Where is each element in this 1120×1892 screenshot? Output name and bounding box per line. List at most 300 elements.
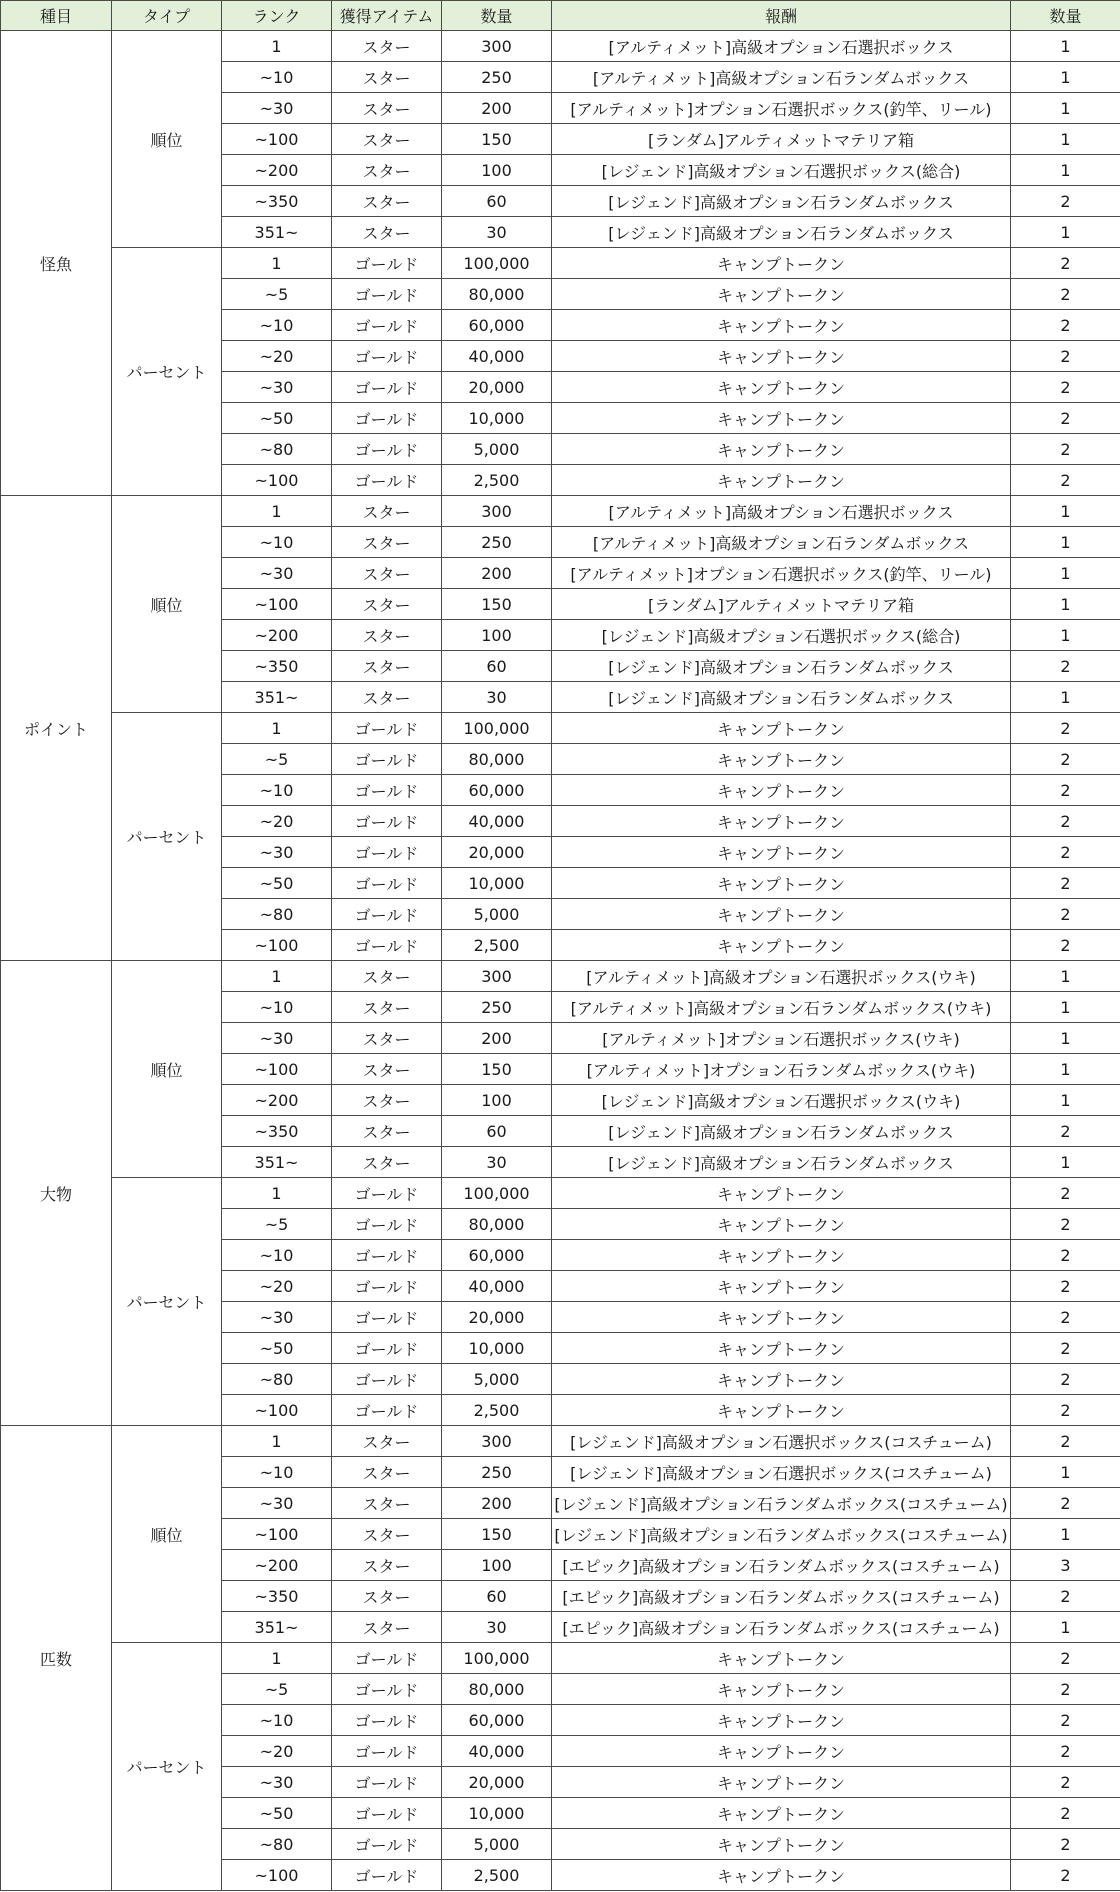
type-cell: 順位 — [112, 31, 222, 248]
reward-cell: [レジェンド]高級オプション石ランダムボックス — [552, 1116, 1011, 1147]
amount-cell: 20,000 — [442, 372, 552, 403]
rank-cell: ~100 — [222, 589, 332, 620]
reward-cell: キャンプトークン — [552, 1860, 1011, 1891]
item-cell: ゴールド — [332, 775, 442, 806]
reward-qty-cell: 2 — [1011, 1271, 1120, 1302]
rank-cell: ~80 — [222, 899, 332, 930]
reward-cell: キャンプトークン — [552, 1798, 1011, 1829]
amount-cell: 5,000 — [442, 434, 552, 465]
reward-qty-cell: 1 — [1011, 682, 1120, 713]
amount-cell: 150 — [442, 589, 552, 620]
reward-cell: [レジェンド]高級オプション石ランダムボックス — [552, 1147, 1011, 1178]
amount-cell: 80,000 — [442, 744, 552, 775]
reward-cell: [レジェンド]高級オプション石ランダムボックス — [552, 186, 1011, 217]
item-cell: ゴールド — [332, 1209, 442, 1240]
amount-cell: 250 — [442, 62, 552, 93]
reward-cell: キャンプトークン — [552, 1302, 1011, 1333]
reward-qty-cell: 2 — [1011, 1829, 1120, 1860]
table-row — [1, 1178, 1120, 1209]
amount-cell: 300 — [442, 496, 552, 527]
item-cell: スター — [332, 1612, 442, 1643]
reward-qty-cell: 1 — [1011, 1147, 1120, 1178]
amount-cell: 20,000 — [442, 837, 552, 868]
item-cell: スター — [332, 31, 442, 62]
table-row — [1, 1426, 1120, 1457]
reward-qty-cell: 2 — [1011, 1581, 1120, 1612]
rank-cell: ~30 — [222, 1767, 332, 1798]
item-cell: ゴールド — [332, 1178, 442, 1209]
rank-cell: 1 — [222, 961, 332, 992]
reward-qty-cell: 1 — [1011, 62, 1120, 93]
rank-cell: ~30 — [222, 1023, 332, 1054]
rank-cell: ~10 — [222, 1705, 332, 1736]
amount-cell: 100 — [442, 1550, 552, 1581]
rank-cell: ~10 — [222, 62, 332, 93]
amount-cell: 2,500 — [442, 465, 552, 496]
amount-cell: 30 — [442, 1612, 552, 1643]
rank-cell: 1 — [222, 713, 332, 744]
reward-cell: [アルティメット]高級オプション石ランダムボックス — [552, 62, 1011, 93]
reward-cell: [アルティメット]高級オプション石選択ボックス(ウキ) — [552, 961, 1011, 992]
table-row — [1, 496, 1120, 527]
reward-cell: キャンプトークン — [552, 899, 1011, 930]
reward-qty-cell: 2 — [1011, 465, 1120, 496]
reward-qty-cell: 2 — [1011, 744, 1120, 775]
reward-qty-cell: 1 — [1011, 589, 1120, 620]
rank-cell: 1 — [222, 1643, 332, 1674]
item-cell: スター — [332, 558, 442, 589]
amount-cell: 150 — [442, 124, 552, 155]
rank-cell: ~30 — [222, 1302, 332, 1333]
reward-qty-cell: 2 — [1011, 651, 1120, 682]
item-cell: ゴールド — [332, 1643, 442, 1674]
reward-cell: [アルティメット]高級オプション石ランダムボックス — [552, 527, 1011, 558]
rank-cell: ~350 — [222, 1581, 332, 1612]
rank-cell: ~30 — [222, 372, 332, 403]
reward-qty-cell: 1 — [1011, 1085, 1120, 1116]
rank-cell: ~200 — [222, 620, 332, 651]
item-cell: ゴールド — [332, 279, 442, 310]
item-cell: スター — [332, 217, 442, 248]
amount-cell: 150 — [442, 1519, 552, 1550]
reward-qty-cell: 2 — [1011, 403, 1120, 434]
rank-cell: ~350 — [222, 1116, 332, 1147]
reward-qty-cell: 2 — [1011, 1426, 1120, 1457]
amount-cell: 40,000 — [442, 1271, 552, 1302]
item-cell: ゴールド — [332, 1395, 442, 1426]
item-cell: スター — [332, 1147, 442, 1178]
amount-cell: 300 — [442, 31, 552, 62]
category-cell: ポイント — [1, 496, 112, 961]
type-cell: 順位 — [112, 496, 222, 713]
rank-cell: ~30 — [222, 837, 332, 868]
item-cell: ゴールド — [332, 1240, 442, 1271]
table-body — [1, 31, 1120, 1891]
amount-cell: 200 — [442, 1488, 552, 1519]
rank-cell: 1 — [222, 31, 332, 62]
amount-cell: 100,000 — [442, 1643, 552, 1674]
amount-cell: 100 — [442, 1085, 552, 1116]
rank-cell: ~100 — [222, 1395, 332, 1426]
amount-cell: 200 — [442, 558, 552, 589]
amount-cell: 2,500 — [442, 1860, 552, 1891]
item-cell: スター — [332, 682, 442, 713]
rank-cell: ~200 — [222, 155, 332, 186]
reward-qty-cell: 2 — [1011, 1736, 1120, 1767]
rank-cell: 351~ — [222, 217, 332, 248]
rank-cell: ~350 — [222, 651, 332, 682]
reward-cell: [エピック]高級オプション石ランダムボックス(コスチューム) — [552, 1612, 1011, 1643]
amount-cell: 150 — [442, 1054, 552, 1085]
rank-cell: ~50 — [222, 868, 332, 899]
type-cell: パーセント — [112, 248, 222, 496]
reward-qty-cell: 1 — [1011, 961, 1120, 992]
reward-qty-cell: 2 — [1011, 1395, 1120, 1426]
amount-cell: 30 — [442, 682, 552, 713]
reward-cell: キャンプトークン — [552, 434, 1011, 465]
item-cell: ゴールド — [332, 930, 442, 961]
amount-cell: 2,500 — [442, 1395, 552, 1426]
item-cell: スター — [332, 527, 442, 558]
header-reward-qty: 数量 — [1011, 1, 1120, 31]
reward-cell: キャンプトークン — [552, 837, 1011, 868]
item-cell: スター — [332, 155, 442, 186]
rank-cell: 1 — [222, 496, 332, 527]
item-cell: ゴールド — [332, 372, 442, 403]
reward-qty-cell: 2 — [1011, 775, 1120, 806]
reward-cell: [レジェンド]高級オプション石ランダムボックス(コスチューム) — [552, 1488, 1011, 1519]
reward-cell: キャンプトークン — [552, 1829, 1011, 1860]
rank-cell: ~50 — [222, 1333, 332, 1364]
amount-cell: 200 — [442, 1023, 552, 1054]
rank-cell: 351~ — [222, 682, 332, 713]
reward-cell: キャンプトークン — [552, 372, 1011, 403]
rank-cell: ~30 — [222, 558, 332, 589]
reward-qty-cell: 2 — [1011, 1488, 1120, 1519]
reward-cell: [アルティメット]オプション石ランダムボックス(ウキ) — [552, 1054, 1011, 1085]
item-cell: ゴールド — [332, 1798, 442, 1829]
reward-cell: キャンプトークン — [552, 775, 1011, 806]
amount-cell: 250 — [442, 527, 552, 558]
reward-cell: キャンプトークン — [552, 744, 1011, 775]
reward-qty-cell: 1 — [1011, 124, 1120, 155]
amount-cell: 300 — [442, 1426, 552, 1457]
reward-qty-cell: 2 — [1011, 806, 1120, 837]
amount-cell: 40,000 — [442, 806, 552, 837]
reward-qty-cell: 1 — [1011, 1519, 1120, 1550]
rank-cell: ~20 — [222, 1271, 332, 1302]
reward-cell: キャンプトークン — [552, 248, 1011, 279]
item-cell: スター — [332, 1519, 442, 1550]
rank-cell: ~100 — [222, 1519, 332, 1550]
amount-cell: 60,000 — [442, 1240, 552, 1271]
amount-cell: 100,000 — [442, 248, 552, 279]
rank-cell: ~10 — [222, 775, 332, 806]
reward-qty-cell: 1 — [1011, 1023, 1120, 1054]
reward-cell: [ランダム]アルティメットマテリア箱 — [552, 124, 1011, 155]
amount-cell: 2,500 — [442, 930, 552, 961]
reward-cell: キャンプトークン — [552, 341, 1011, 372]
amount-cell: 300 — [442, 961, 552, 992]
reward-qty-cell: 1 — [1011, 1612, 1120, 1643]
rank-cell: 1 — [222, 1426, 332, 1457]
item-cell: ゴールド — [332, 1767, 442, 1798]
reward-qty-cell: 2 — [1011, 279, 1120, 310]
reward-qty-cell: 1 — [1011, 558, 1120, 589]
reward-qty-cell: 1 — [1011, 217, 1120, 248]
reward-cell: キャンプトークン — [552, 1674, 1011, 1705]
amount-cell: 100 — [442, 620, 552, 651]
reward-cell: キャンプトークン — [552, 930, 1011, 961]
header-rank: ランク — [222, 1, 332, 31]
reward-cell: キャンプトークン — [552, 1209, 1011, 1240]
item-cell: スター — [332, 651, 442, 682]
rank-cell: ~80 — [222, 1829, 332, 1860]
rank-cell: ~30 — [222, 1488, 332, 1519]
amount-cell: 60 — [442, 1581, 552, 1612]
item-cell: スター — [332, 1023, 442, 1054]
rank-cell: ~10 — [222, 1240, 332, 1271]
rank-cell: 351~ — [222, 1612, 332, 1643]
header-amount: 数量 — [442, 1, 552, 31]
amount-cell: 80,000 — [442, 1674, 552, 1705]
reward-qty-cell: 2 — [1011, 1302, 1120, 1333]
reward-cell: キャンプトークン — [552, 1705, 1011, 1736]
item-cell: スター — [332, 1581, 442, 1612]
reward-qty-cell: 1 — [1011, 992, 1120, 1023]
reward-qty-cell: 2 — [1011, 1116, 1120, 1147]
reward-cell: [レジェンド]高級オプション石ランダムボックス — [552, 682, 1011, 713]
reward-cell: キャンプトークン — [552, 1767, 1011, 1798]
item-cell: ゴールド — [332, 248, 442, 279]
reward-cell: キャンプトークン — [552, 806, 1011, 837]
amount-cell: 250 — [442, 1457, 552, 1488]
rank-cell: 351~ — [222, 1147, 332, 1178]
reward-qty-cell: 2 — [1011, 341, 1120, 372]
amount-cell: 200 — [442, 93, 552, 124]
rank-cell: ~100 — [222, 930, 332, 961]
reward-cell: [レジェンド]高級オプション石選択ボックス(ウキ) — [552, 1085, 1011, 1116]
reward-cell: [レジェンド]高級オプション石ランダムボックス — [552, 651, 1011, 682]
item-cell: スター — [332, 1457, 442, 1488]
rank-cell: ~100 — [222, 1860, 332, 1891]
reward-cell: [レジェンド]高級オプション石選択ボックス(コスチューム) — [552, 1457, 1011, 1488]
amount-cell: 80,000 — [442, 279, 552, 310]
amount-cell: 60,000 — [442, 310, 552, 341]
item-cell: スター — [332, 496, 442, 527]
reward-qty-cell: 2 — [1011, 310, 1120, 341]
item-cell: スター — [332, 961, 442, 992]
amount-cell: 250 — [442, 992, 552, 1023]
reward-cell: キャンプトークン — [552, 1333, 1011, 1364]
rank-cell: ~100 — [222, 1054, 332, 1085]
reward-qty-cell: 2 — [1011, 434, 1120, 465]
item-cell: ゴールド — [332, 403, 442, 434]
reward-cell: [アルティメット]高級オプション石選択ボックス — [552, 31, 1011, 62]
reward-cell: [レジェンド]高級オプション石ランダムボックス(コスチューム) — [552, 1519, 1011, 1550]
reward-qty-cell: 2 — [1011, 1333, 1120, 1364]
reward-qty-cell: 2 — [1011, 837, 1120, 868]
amount-cell: 60 — [442, 651, 552, 682]
reward-qty-cell: 1 — [1011, 1054, 1120, 1085]
item-cell: ゴールド — [332, 744, 442, 775]
rank-cell: ~100 — [222, 465, 332, 496]
rank-cell: ~5 — [222, 279, 332, 310]
reward-qty-cell: 1 — [1011, 620, 1120, 651]
item-cell: ゴールド — [332, 341, 442, 372]
amount-cell: 100,000 — [442, 713, 552, 744]
rank-cell: ~20 — [222, 1736, 332, 1767]
reward-cell: [アルティメット]オプション石選択ボックス(釣竿、リール) — [552, 93, 1011, 124]
amount-cell: 60,000 — [442, 775, 552, 806]
reward-cell: [エピック]高級オプション石ランダムボックス(コスチューム) — [552, 1550, 1011, 1581]
reward-cell: キャンプトークン — [552, 1395, 1011, 1426]
item-cell: ゴールド — [332, 1829, 442, 1860]
item-cell: スター — [332, 992, 442, 1023]
item-cell: スター — [332, 93, 442, 124]
header-category: 種目 — [1, 1, 112, 31]
item-cell: ゴールド — [332, 806, 442, 837]
amount-cell: 80,000 — [442, 1209, 552, 1240]
rank-cell: ~20 — [222, 341, 332, 372]
reward-cell: キャンプトークン — [552, 465, 1011, 496]
reward-qty-cell: 1 — [1011, 1457, 1120, 1488]
reward-cell: キャンプトークン — [552, 1240, 1011, 1271]
reward-qty-cell: 2 — [1011, 372, 1120, 403]
item-cell: スター — [332, 1426, 442, 1457]
reward-qty-cell: 2 — [1011, 1178, 1120, 1209]
rank-cell: ~80 — [222, 1364, 332, 1395]
reward-cell: キャンプトークン — [552, 1271, 1011, 1302]
reward-cell: キャンプトークン — [552, 1364, 1011, 1395]
item-cell: スター — [332, 124, 442, 155]
rank-cell: ~200 — [222, 1085, 332, 1116]
item-cell: ゴールド — [332, 837, 442, 868]
item-cell: ゴールド — [332, 1674, 442, 1705]
category-cell: 匹数 — [1, 1426, 112, 1891]
rank-cell: ~10 — [222, 1457, 332, 1488]
reward-qty-cell: 2 — [1011, 868, 1120, 899]
reward-cell: キャンプトークン — [552, 1643, 1011, 1674]
table-row — [1, 31, 1120, 62]
rank-cell: ~50 — [222, 403, 332, 434]
amount-cell: 30 — [442, 217, 552, 248]
type-cell: 順位 — [112, 1426, 222, 1643]
amount-cell: 100 — [442, 155, 552, 186]
reward-qty-cell: 1 — [1011, 31, 1120, 62]
reward-qty-cell: 2 — [1011, 1240, 1120, 1271]
category-cell: 怪魚 — [1, 31, 112, 496]
item-cell: ゴールド — [332, 1736, 442, 1767]
rank-cell: ~30 — [222, 93, 332, 124]
amount-cell: 30 — [442, 1147, 552, 1178]
item-cell: ゴールド — [332, 1364, 442, 1395]
amount-cell: 10,000 — [442, 403, 552, 434]
reward-qty-cell: 1 — [1011, 93, 1120, 124]
item-cell: スター — [332, 1054, 442, 1085]
reward-qty-cell: 2 — [1011, 186, 1120, 217]
amount-cell: 5,000 — [442, 899, 552, 930]
table-row — [1, 248, 1120, 279]
rank-cell: ~5 — [222, 744, 332, 775]
reward-cell: [レジェンド]高級オプション石選択ボックス(コスチューム) — [552, 1426, 1011, 1457]
item-cell: スター — [332, 186, 442, 217]
item-cell: ゴールド — [332, 899, 442, 930]
amount-cell: 20,000 — [442, 1767, 552, 1798]
reward-cell: [アルティメット]高級オプション石選択ボックス — [552, 496, 1011, 527]
reward-cell: キャンプトークン — [552, 868, 1011, 899]
rank-cell: ~50 — [222, 1798, 332, 1829]
item-cell: ゴールド — [332, 1333, 442, 1364]
reward-cell: キャンプトークン — [552, 310, 1011, 341]
reward-qty-cell: 2 — [1011, 1643, 1120, 1674]
reward-cell: [アルティメット]オプション石選択ボックス(釣竿、リール) — [552, 558, 1011, 589]
amount-cell: 20,000 — [442, 1302, 552, 1333]
rank-cell: ~5 — [222, 1209, 332, 1240]
rank-cell: ~5 — [222, 1674, 332, 1705]
item-cell: スター — [332, 620, 442, 651]
reward-qty-cell: 2 — [1011, 1674, 1120, 1705]
reward-cell: [レジェンド]高級オプション石選択ボックス(総合) — [552, 155, 1011, 186]
rank-cell: 1 — [222, 248, 332, 279]
type-cell: パーセント — [112, 713, 222, 961]
item-cell: ゴールド — [332, 713, 442, 744]
table-row — [1, 961, 1120, 992]
reward-qty-cell: 2 — [1011, 899, 1120, 930]
rank-cell: ~80 — [222, 434, 332, 465]
reward-qty-cell: 2 — [1011, 1209, 1120, 1240]
reward-qty-cell: 2 — [1011, 1798, 1120, 1829]
item-cell: ゴールド — [332, 465, 442, 496]
reward-cell: [アルティメット]高級オプション石ランダムボックス(ウキ) — [552, 992, 1011, 1023]
item-cell: スター — [332, 62, 442, 93]
item-cell: スター — [332, 1116, 442, 1147]
reward-cell: キャンプトークン — [552, 1736, 1011, 1767]
header-reward: 報酬 — [552, 1, 1011, 31]
table-row — [1, 713, 1120, 744]
table-row — [1, 1643, 1120, 1674]
amount-cell: 40,000 — [442, 341, 552, 372]
item-cell: ゴールド — [332, 868, 442, 899]
reward-qty-cell: 1 — [1011, 496, 1120, 527]
reward-cell: キャンプトークン — [552, 403, 1011, 434]
reward-cell: キャンプトークン — [552, 279, 1011, 310]
amount-cell: 60 — [442, 1116, 552, 1147]
reward-cell: キャンプトークン — [552, 1178, 1011, 1209]
rank-cell: ~10 — [222, 527, 332, 558]
rank-cell: ~10 — [222, 310, 332, 341]
reward-qty-cell: 2 — [1011, 1364, 1120, 1395]
amount-cell: 5,000 — [442, 1829, 552, 1860]
type-cell: パーセント — [112, 1643, 222, 1891]
rank-cell: 1 — [222, 1178, 332, 1209]
reward-qty-cell: 1 — [1011, 155, 1120, 186]
reward-cell: [ランダム]アルティメットマテリア箱 — [552, 589, 1011, 620]
amount-cell: 60 — [442, 186, 552, 217]
type-cell: パーセント — [112, 1178, 222, 1426]
rank-cell: ~10 — [222, 992, 332, 1023]
rank-cell: ~20 — [222, 806, 332, 837]
reward-cell: [エピック]高級オプション石ランダムボックス(コスチューム) — [552, 1581, 1011, 1612]
item-cell: スター — [332, 589, 442, 620]
reward-qty-cell: 2 — [1011, 1860, 1120, 1891]
header-item: 獲得アイテム — [332, 1, 442, 31]
item-cell: ゴールド — [332, 434, 442, 465]
item-cell: ゴールド — [332, 1705, 442, 1736]
reward-qty-cell: 2 — [1011, 1705, 1120, 1736]
item-cell: スター — [332, 1550, 442, 1581]
amount-cell: 60,000 — [442, 1705, 552, 1736]
